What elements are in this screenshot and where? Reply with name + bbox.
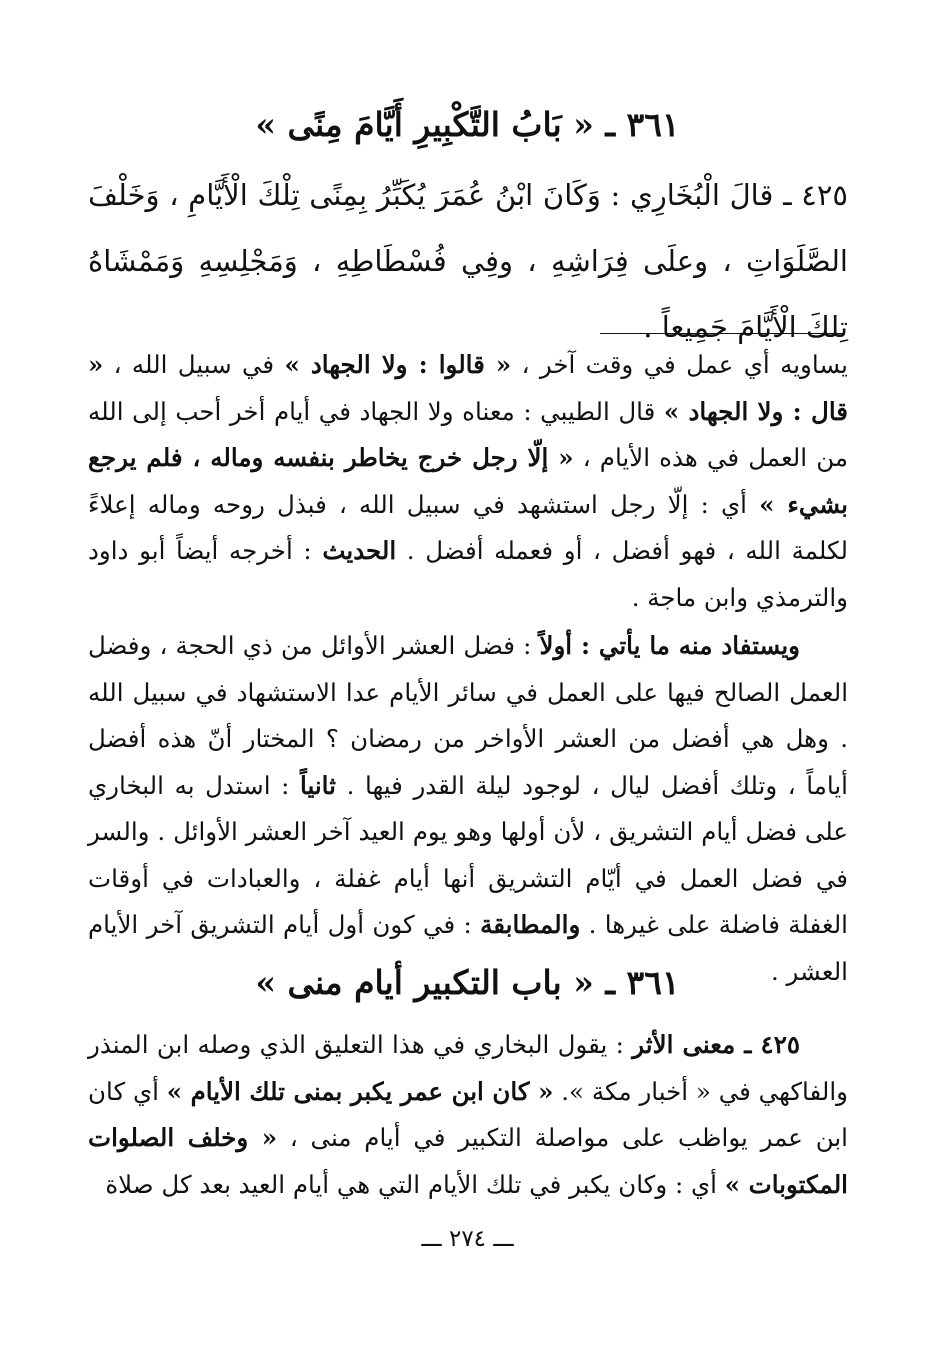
bold-quote: « إلّا رجل خرج يخاطر بنفسه وماله ، فلم يرجع بشيء »	[88, 443, 848, 519]
bold-term: ويستفاد منه ما يأتي : أولاً	[539, 631, 801, 660]
bold-quote: « قالوا : ولا الجهاد »	[284, 350, 512, 379]
bold-term: ثانياً	[300, 770, 336, 800]
commentary-paragraph	[88, 1022, 848, 1208]
footnote-divider	[600, 333, 845, 334]
text-run: قال الطيبي : معناه ولا الجهاد في أيام أخر أحب إلى الله من العمل في هذه الأيام ،	[88, 396, 849, 472]
bold-quote: « قال : ولا الجهاد »	[88, 350, 848, 426]
text-run: : في كون أول أيام التشريق آخر الأيام العشر .	[88, 910, 848, 986]
bold-quote: « كان ابن عمر يكبر بمنى تلك الأيام »	[166, 1076, 554, 1106]
bold-term: الحديث	[322, 536, 397, 565]
bold-quote: « وخلف الصلوات المكتوبات »	[88, 1123, 848, 1199]
chapter-title: ٣٦١ ـ « بَابُ التَّكْبِيرِ أَيَّامَ مِنًى »	[255, 105, 680, 144]
text-run: : أخرجه أيضاً أبو داود والترمذي وابن ماجة .	[88, 536, 848, 612]
text-run: يساويه أي عمل في وقت آخر ،	[511, 350, 848, 379]
text-run: أي : وكان يكبر في تلك الأيام التي هي أيام العيد بعد كل صلاة	[105, 1169, 725, 1199]
section-title: ٣٦١ ـ « باب التكبير أيام منى »	[255, 963, 680, 1002]
text-run: أي كان ابن عمر يواظب على مواصلة التكبير في أيام منى ،	[88, 1076, 848, 1152]
text-run: : استدل به البخاري على فضل أيام التشريق ، لأن أولها وهو يوم العيد آخر العشر الأوائل . والسر في فضل العمل في أيّام التشريق أنها أيام غفلة ، والعبادات في أوقات الغفلة فاضلة على غيرها .	[88, 770, 848, 939]
text-run: : يقول البخاري في هذا التعليق الذي وصله ابن المنذر والفاكهي في « أخبار مكة ».	[88, 1030, 848, 1106]
commentary-paragraph	[88, 342, 848, 621]
bold-term: والمطابقة	[480, 910, 581, 939]
commentary-paragraph	[88, 623, 848, 995]
bold-term: ٤٢٥ ـ معنى الأثر	[632, 1030, 801, 1059]
text-run: : فضل العشر الأوائل من ذي الحجة ، وفضل العمل الصالح فيها على العمل في سائر الأيام عدا الاستشهاد في سبيل الله . وهل هي أفضل من العشر الأواخر من رمضان ؟ المختار أنّ هذه أفضل أياماً ، وتلك أفضل ليال ، لوجود ليلة القدر فيها .	[88, 631, 848, 800]
text-run: في سبيل الله ،	[103, 350, 285, 379]
hadith-text: ٤٢٥ ـ قالَ الْبُخَارِي : وَكَانَ ابْنُ عُمَرَ يُكَبِّرُ بِمِنًى تِلْكَ الْأَيَّامِ ، وَخَلْفَ الصَّلَوَاتِ ، وعلَى فِرَاشِهِ ، وفِي فُسْطَاطِهِ ، وَمَجْلِسِهِ وَمَمْشَاهُ تِلكَ الْأَيَّامَ جَمِيعاً .	[88, 178, 848, 344]
text-run: أي : إلّا رجل استشهد في سبيل الله ، فبذل روحه وماله إعلاءً لكلمة الله ، فهو أفضل ، أو فعمله أفضل .	[88, 489, 848, 565]
page-number: ـــ ٢٧٤ ـــ	[421, 1226, 514, 1252]
